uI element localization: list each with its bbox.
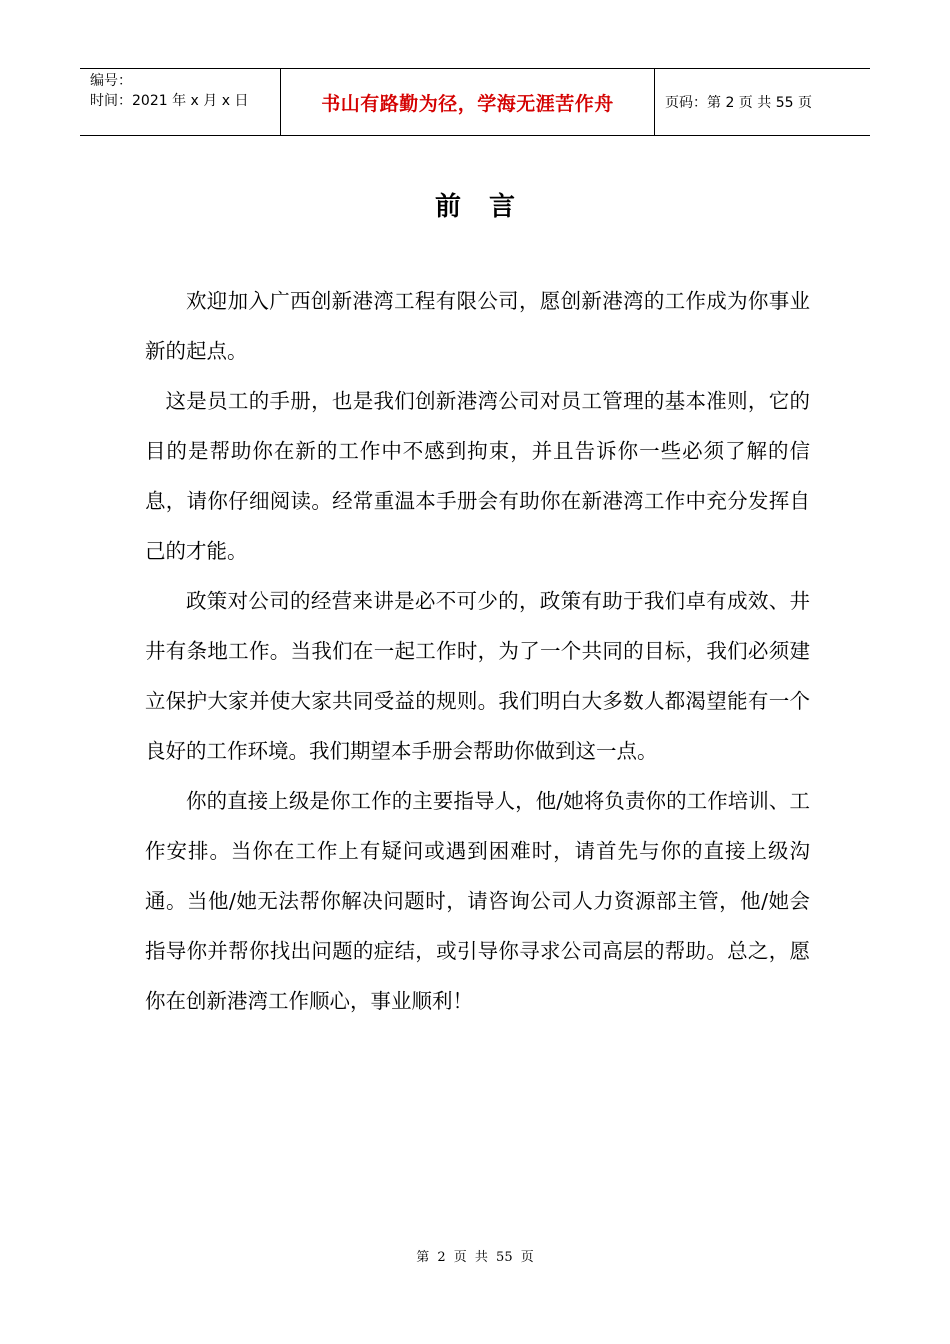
header-page-cell: [655, 69, 870, 135]
paragraph: 这是员工的手册，也是我们创新港湾公司对员工管理的基本准则，它的目的是帮助你在新的工作中不感到拘束，并且告诉你一些必须了解的信息，请你仔细阅读。经常重温本手册会有助你在新港湾工作中充分发挥自己的才能。: [145, 389, 810, 563]
document-body: [145, 276, 810, 1026]
paragraph: 欢迎加入广西创新港湾工程有限公司，愿创新港湾的工作成为你事业新的起点。: [145, 289, 810, 363]
paragraph: 政策对公司的经营来讲是必不可少的，政策有助于我们卓有成效、井井有条地工作。当我们在一起工作时，为了一个共同的目标，我们必须建立保护大家并使大家共同受益的规则。我们明白大多数人都渴望能有一个良好的工作环境。我们期望本手册会帮助你做到这一点。: [145, 589, 810, 763]
page-title: 前言: [434, 192, 543, 222]
paragraph: 你的直接上级是你工作的主要指导人，他/她将负责你的工作培训、工作安排。当你在工作上有疑问或遇到困难时，请首先与你的直接上级沟通。当他/她无法帮你解决问题时，请咨询公司人力资源部主管，他/她会指导你并帮你找出问题的症结，或引导你寻求公司高层的帮助。总之，愿你在创新港湾工作顺心，事业顺利！: [145, 789, 810, 1013]
header-page-info: 页码：第 2 页 共 55 页: [665, 95, 812, 111]
document-header: [80, 68, 870, 136]
header-motto-cell: [281, 69, 655, 135]
header-meta-cell: [80, 69, 281, 135]
document-number-label: 编号：: [90, 73, 132, 89]
header-motto: 书山有路勤为径，学海无涯苦作舟: [321, 92, 614, 115]
document-date: 时间：2021 年 x 月 x 日: [90, 93, 249, 109]
page-footer: 第 2 页 共 55 页: [416, 1250, 534, 1265]
